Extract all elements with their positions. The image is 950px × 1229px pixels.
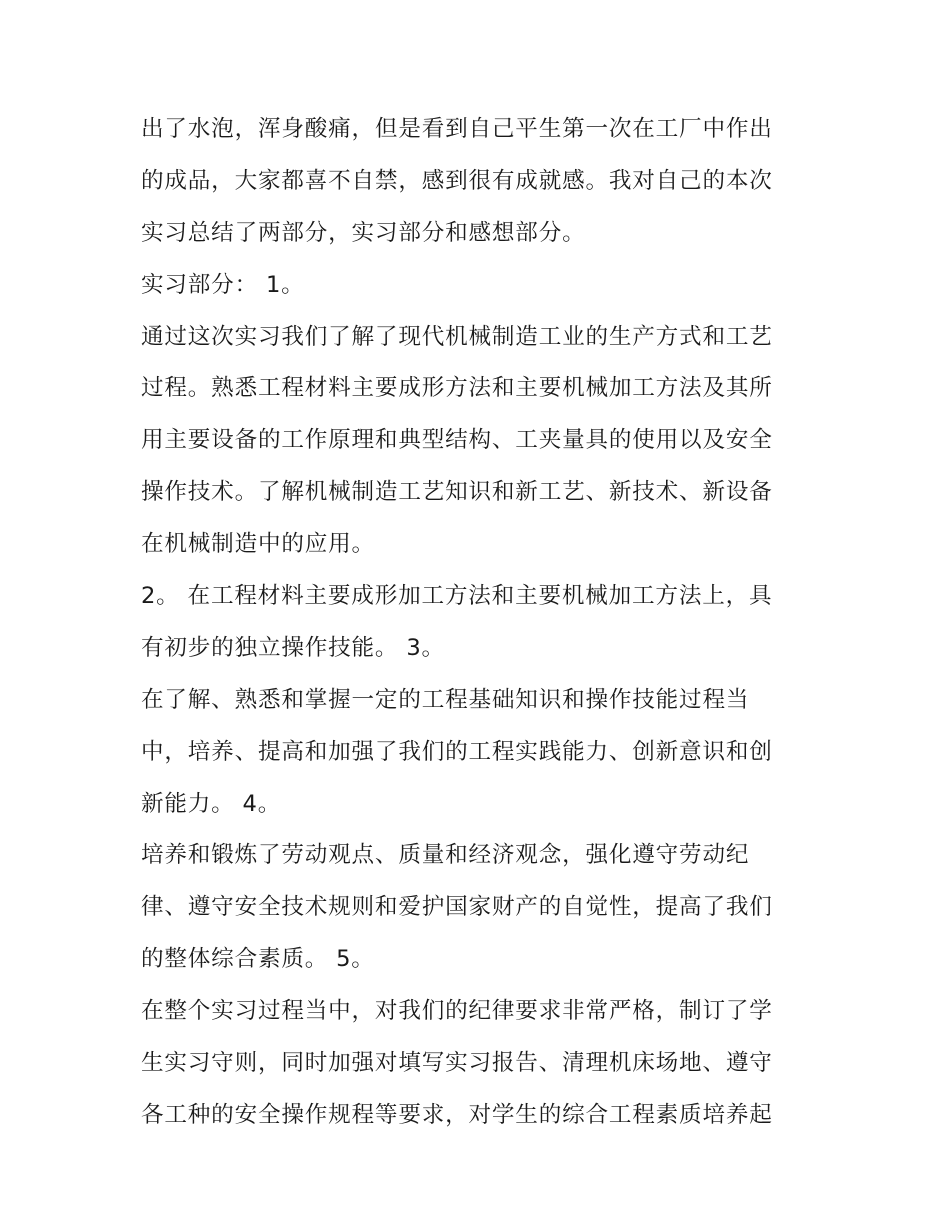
text-line: 新能力。 4。: [141, 790, 282, 817]
text-line: 有初步的独立操作技能。 3。: [141, 634, 445, 661]
body-text: [141, 104, 813, 1142]
text-line: 在机械制造中的应用。: [141, 531, 375, 558]
text-line: 用主要设备的工作原理和典型结构、工夹量具的使用以及安全: [141, 427, 773, 454]
text-line: 2。 在工程材料主要成形加工方法和主要机械加工方法上，具: [141, 583, 773, 610]
text-line: 生实习守则，同时加强对填写实习报告、清理机床场地、遵守: [141, 1050, 773, 1077]
text-line: 实习总结了两部分，实习部分和感想部分。: [141, 219, 586, 246]
text-line: 过程。熟悉工程材料主要成形方法和主要机械加工方法及其所: [141, 375, 773, 402]
text-line: 操作技术。了解机械制造工艺知识和新工艺、新技术、新设备: [141, 479, 773, 506]
text-line: 培养和锻炼了劳动观点、质量和经济观念，强化遵守劳动纪: [141, 842, 750, 869]
text-line: 的整体综合素质。 5。: [141, 946, 375, 973]
text-line: 各工种的安全操作规程等要求，对学生的综合工程素质培养起: [141, 1101, 773, 1128]
text-line: 律、遵守安全技术规则和爱护国家财产的自觉性，提高了我们: [141, 894, 773, 921]
text-line: 在整个实习过程当中，对我们的纪律要求非常严格，制订了学: [141, 998, 773, 1025]
text-line: 在了解、熟悉和掌握一定的工程基础知识和操作技能过程当: [141, 686, 750, 713]
text-line: 实习部分： 1。: [141, 271, 305, 298]
text-line: 中，培养、提高和加强了我们的工程实践能力、创新意识和创: [141, 738, 773, 765]
text-line: 通过这次实习我们了解了现代机械制造工业的生产方式和工艺: [141, 323, 773, 350]
text-line: 的成品，大家都喜不自禁，感到很有成就感。我对自己的本次: [141, 167, 773, 194]
text-line: 出了水泡，浑身酸痛，但是看到自己平生第一次在工厂中作出: [141, 116, 773, 142]
